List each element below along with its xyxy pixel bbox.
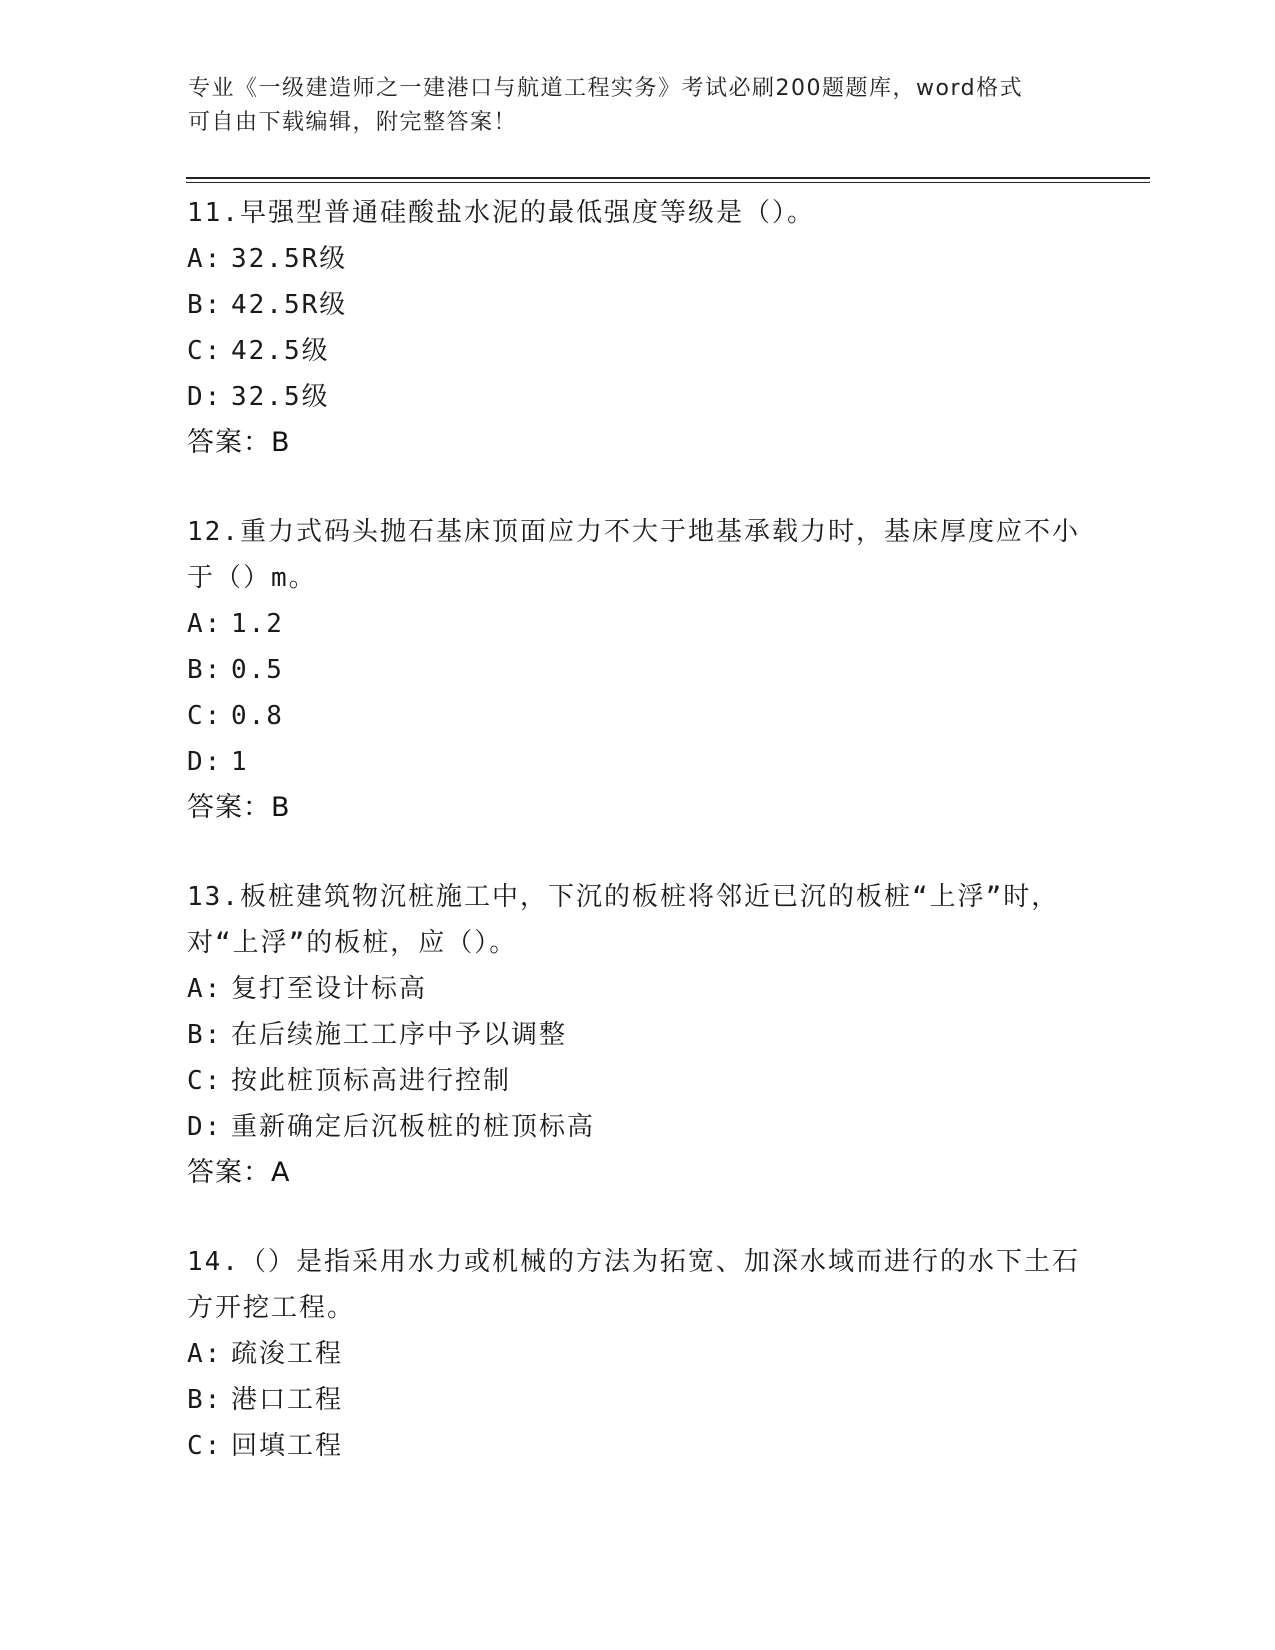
option-b [187,647,1087,693]
option-text: 回填工程 [231,1431,344,1461]
question-11 [187,190,1087,466]
option-text: 疏浚工程 [231,1339,344,1369]
option-text: 港口工程 [231,1385,344,1415]
option-letter: C: [187,1431,223,1461]
option-a [187,236,1087,282]
option-text: 42.5级 [231,336,330,366]
header-divider-thin [186,182,1150,183]
option-letter: D: [187,747,223,777]
header-line-1: 专业《一级建造师之一建港口与航道工程实务》考试必刷200题题库，word格式 [188,76,1024,101]
option-b [187,282,1087,328]
option-letter: D: [187,382,223,412]
option-c [187,328,1087,374]
option-text: 复打至设计标高 [231,974,428,1004]
option-b [187,1012,1087,1058]
option-a [187,601,1087,647]
header-line-2: 可自由下载编辑，附完整答案！ [188,110,518,135]
header-divider-thick [186,177,1150,179]
question-13 [187,874,1087,1196]
option-letter: B: [187,655,223,685]
option-a [187,966,1087,1012]
question-14 [187,1239,1087,1469]
question-list [187,190,1087,1512]
option-text: 0.8 [231,701,284,731]
option-letter: B: [187,290,223,320]
option-text: 1 [231,747,249,777]
option-c [187,1423,1087,1469]
question-text: 13.板桩建筑物沉桩施工中，下沉的板桩将邻近已沉的板桩“上浮”时，对“上浮”的板桩，应（）。 [187,882,1060,958]
question-text: 14.（）是指采用水力或机械的方法为拓宽、加深水域而进行的水下土石方开挖工程。 [187,1247,1080,1323]
option-c [187,1058,1087,1104]
option-d [187,739,1087,785]
option-text: 0.5 [231,655,284,685]
option-letter: C: [187,1066,223,1096]
option-letter: A: [187,609,223,639]
option-d [187,1104,1087,1150]
option-letter: C: [187,701,223,731]
option-text: 32.5R级 [231,244,348,274]
option-text: 按此桩顶标高进行控制 [231,1066,512,1096]
option-a [187,1331,1087,1377]
document-header [188,72,1088,140]
option-text: 在后续施工工序中予以调整 [231,1020,568,1050]
question-12 [187,509,1087,831]
option-letter: A: [187,244,223,274]
question-text: 11.早强型普通硅酸盐水泥的最低强度等级是（）。 [187,198,815,228]
option-b [187,1377,1087,1423]
option-text: 重新确定后沉板桩的桩顶标高 [231,1112,596,1142]
option-letter: C: [187,336,223,366]
option-letter: A: [187,1339,223,1369]
option-letter: D: [187,1112,223,1142]
answer-line: 答案：A [187,1157,291,1188]
option-d [187,374,1087,420]
option-letter: B: [187,1385,223,1415]
option-letter: A: [187,974,223,1004]
option-text: 42.5R级 [231,290,348,320]
option-letter: B: [187,1020,223,1050]
option-text: 32.5级 [231,382,330,412]
question-text: 12.重力式码头抛石基床顶面应力不大于地基承载力时，基床厚度应不小于（）m。 [187,517,1080,593]
option-c [187,693,1087,739]
option-text: 1.2 [231,609,284,639]
answer-line: 答案：B [187,427,291,458]
answer-line: 答案：B [187,792,291,823]
